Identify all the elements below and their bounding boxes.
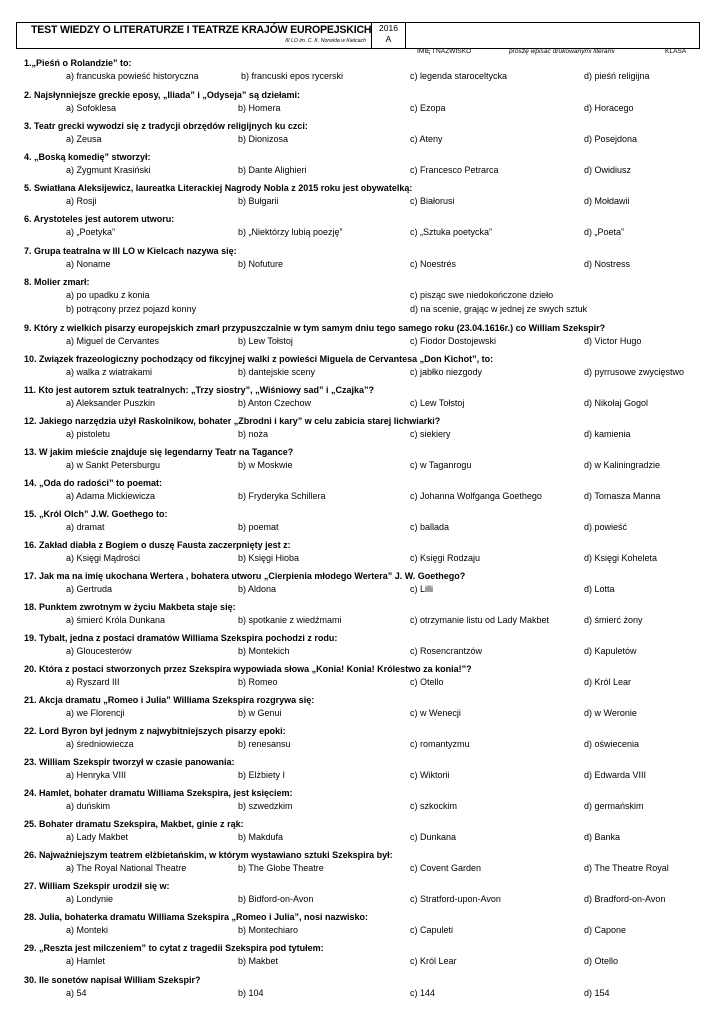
- answer-option-c[interactable]: c) otrzymanie listu od Lady Makbet: [410, 615, 550, 625]
- answer-option-a[interactable]: a) „Poetyka”: [66, 227, 116, 237]
- question-text: 14. „Oda do radości” to poemat:: [24, 478, 163, 488]
- question-text: 2. Najsłynniejsze greckie eposy, „Iliada” i „Odyseja” są dziełami:: [24, 90, 300, 100]
- question-item: [24, 819, 724, 850]
- answer-option-c[interactable]: c) ballada: [410, 522, 450, 532]
- name-label: IMIĘ I NAZWISKO: [417, 48, 472, 55]
- answer-option-b[interactable]: b) dantejskie sceny: [238, 367, 316, 377]
- answer-option-b[interactable]: b) renesansu: [238, 739, 291, 749]
- answer-option-b[interactable]: b) Romeo: [238, 677, 278, 687]
- question-item: [24, 447, 724, 478]
- answer-option-b[interactable]: b) Księgi Hioba: [238, 553, 300, 563]
- question-item: [24, 664, 724, 695]
- answer-option-c[interactable]: c) Covent Garden: [410, 863, 482, 873]
- answer-option-a[interactable]: a) Ryszard III: [66, 677, 120, 687]
- answer-option-a[interactable]: a) Gloucesterów: [66, 646, 132, 656]
- answer-option-c[interactable]: c) Król Lear: [410, 956, 457, 966]
- answer-option-b[interactable]: b) Makdufa: [238, 832, 284, 842]
- answer-option-b[interactable]: b) Bułgarii: [238, 196, 279, 206]
- question-text: 16. Zakład diabła z Bogiem o duszę Fausta zaczerpnięty jest z:: [24, 540, 291, 550]
- answer-option-b[interactable]: b) The Globe Theatre: [238, 863, 324, 873]
- question-item: [24, 509, 724, 540]
- answer-option-d[interactable]: d) pyrrusowe zwycięstwo: [584, 367, 685, 377]
- answer-option-c[interactable]: c) Noestrés: [410, 259, 457, 269]
- answer-option-b[interactable]: b) noża: [238, 429, 269, 439]
- answer-option-a[interactable]: a) walka z wiatrakami: [66, 367, 153, 377]
- answer-option-c[interactable]: c) szkockim: [410, 801, 457, 811]
- answer-option-c[interactable]: c) Francesco Petrarca: [410, 165, 499, 175]
- answer-option-d[interactable]: d) „Poeta”: [584, 227, 625, 237]
- answer-option-d[interactable]: d) śmierć żony: [584, 615, 643, 625]
- answer-option-b[interactable]: b) Anton Czechow: [238, 398, 312, 408]
- answer-option-c[interactable]: c) romantyzmu: [410, 739, 470, 749]
- answer-option-b[interactable]: b) Dante Alighieri: [238, 165, 307, 175]
- question-item: [24, 540, 724, 571]
- answer-option-a[interactable]: a) The Royal National Theatre: [66, 863, 187, 873]
- question-item: [24, 602, 724, 633]
- answer-option-c[interactable]: c) Fiodor Dostojewski: [410, 336, 497, 346]
- answer-option-b[interactable]: b) Nofuture: [238, 259, 284, 269]
- answer-option-a[interactable]: a) Zygmunt Krasiński: [66, 165, 151, 175]
- answer-option-d[interactable]: d) Tomasza Manna: [584, 491, 661, 501]
- answer-option-b[interactable]: b) Dionizosa: [238, 134, 289, 144]
- school-name: III LO im. C. K. Norwida w Kielcach: [285, 38, 366, 44]
- answer-option-a[interactable]: a) 54: [66, 988, 87, 998]
- question-text: 29. „Reszta jest milczeniem” to cytat z tragedii Szekspira pod tytułem:: [24, 943, 324, 953]
- question-item: [24, 323, 724, 354]
- answer-option-d[interactable]: d) Księgi Koheleta: [584, 553, 658, 563]
- answer-option-a[interactable]: a) Gertruda: [66, 584, 113, 594]
- answer-option-a[interactable]: a) Księgi Mądrości: [66, 553, 141, 563]
- answer-option-a[interactable]: a) Miguel de Cervantes: [66, 336, 160, 346]
- question-item: [24, 478, 724, 509]
- question-item: [24, 912, 724, 943]
- question-text: 24. Hamlet, bohater dramatu Williama Szekspira, jest księciem:: [24, 788, 293, 798]
- question-item: [24, 277, 724, 324]
- question-item: [24, 726, 724, 757]
- answer-option-a[interactable]: a) dramat: [66, 522, 105, 532]
- question-text: 9. Który z wielkich pisarzy europejskich zmarł przypuszczalnie w tym samym dniu tego samego roku (23.04.1616r.) co William Szekspir?: [24, 323, 606, 333]
- answer-option-a[interactable]: a) francuska powieść historyczna: [66, 71, 199, 81]
- question-text: 26. Najważniejszym teatrem elżbietańskim, w którym wystawiano sztuki Szekspira był:: [24, 850, 393, 860]
- answer-option-b[interactable]: b) Homera: [238, 103, 281, 113]
- question-text: 21. Akcja dramatu „Romeo i Julia” Williama Szekspira rozgrywa się:: [24, 695, 315, 705]
- answer-option-d[interactable]: d) kamienia: [584, 429, 631, 439]
- question-text: 25. Bohater dramatu Szekspira, Makbet, ginie z rąk:: [24, 819, 244, 829]
- answer-option-b[interactable]: b) potrącony przez pojazd konny: [66, 304, 197, 314]
- answer-option-d[interactable]: d) Mołdawii: [584, 196, 630, 206]
- answer-option-b[interactable]: b) Aldona: [238, 584, 277, 594]
- answer-option-d[interactable]: d) powieść: [584, 522, 628, 532]
- answer-option-c[interactable]: c) Wiktorii: [410, 770, 450, 780]
- question-item: [24, 850, 724, 881]
- question-text: 23. William Szekspir tworzył w czasie panowania:: [24, 757, 235, 767]
- answer-option-c[interactable]: c) Stratford-upon-Avon: [410, 894, 501, 904]
- answer-option-d[interactable]: d) germańskim: [584, 801, 644, 811]
- answer-option-c[interactable]: c) Lew Tołstoj: [410, 398, 465, 408]
- answer-option-a[interactable]: a) Zeusa: [66, 134, 102, 144]
- answer-option-b[interactable]: b) poemat: [238, 522, 279, 532]
- question-item: [24, 385, 724, 416]
- question-item: [24, 246, 724, 277]
- title-cell: [17, 23, 370, 48]
- answer-option-b[interactable]: b) w Moskwie: [238, 460, 293, 470]
- answer-option-d[interactable]: d) Król Lear: [584, 677, 632, 687]
- answer-option-b[interactable]: b) Fryderyka Schillera: [238, 491, 326, 501]
- answer-option-c[interactable]: c) Johanna Wolfganga Goethego: [410, 491, 542, 501]
- answer-option-d[interactable]: d) oświecenia: [584, 739, 640, 749]
- answer-option-b[interactable]: b) w Genui: [238, 708, 282, 718]
- answer-option-d[interactable]: d) Lotta: [584, 584, 615, 594]
- question-text: 28. Julia, bohaterka dramatu Williama Szekspira „Romeo i Julia”, nosi nazwisko:: [24, 912, 369, 922]
- answer-option-a[interactable]: a) średniowiecza: [66, 739, 134, 749]
- question-item: [24, 416, 724, 447]
- answer-option-d[interactable]: d) Edwarda VIII: [584, 770, 647, 780]
- question-item: [24, 354, 724, 385]
- question-item: [24, 788, 724, 819]
- answer-option-c[interactable]: c) w Wenecji: [410, 708, 461, 718]
- name-field[interactable]: [405, 23, 699, 48]
- answer-option-a[interactable]: a) pistoletu: [66, 429, 111, 439]
- answer-option-c[interactable]: c) siekiery: [410, 429, 451, 439]
- question-text: 13. W jakim mieście znajduje się legendarny Teatr na Tagance?: [24, 447, 294, 457]
- answer-option-a[interactable]: a) w Sankt Petersburgu: [66, 460, 161, 470]
- answer-option-b[interactable]: b) francuski epos rycerski: [241, 71, 344, 81]
- answer-option-c[interactable]: c) w Taganrogu: [410, 460, 472, 470]
- question-text: 7. Grupa teatralna w III LO w Kielcach nazywa się:: [24, 246, 237, 256]
- answer-option-d[interactable]: d) Nostress: [584, 259, 631, 269]
- answer-option-d[interactable]: d) The Theatre Royal: [584, 863, 669, 873]
- answer-option-a[interactable]: a) Aleksander Puszkin: [66, 398, 156, 408]
- test-header-box: [16, 22, 700, 49]
- answer-option-c[interactable]: c) Ezopa: [410, 103, 446, 113]
- answer-option-b[interactable]: b) spotkanie z wiedźmami: [238, 615, 342, 625]
- question-text: 8. Molier zmarł:: [24, 277, 90, 287]
- answer-option-c[interactable]: c) Rosencrantzów: [410, 646, 483, 656]
- question-text: 5. Swiatłana Aleksijewicz, laureatka Literackiej Nagrody Nobla z 2015 roku jest obywatelką:: [24, 183, 413, 193]
- answer-option-a[interactable]: a) Lady Makbet: [66, 832, 129, 842]
- answer-option-b[interactable]: b) Makbet: [238, 956, 279, 966]
- answer-option-a[interactable]: a) po upadku z konia: [66, 290, 150, 300]
- answer-option-a[interactable]: a) Noname: [66, 259, 111, 269]
- answer-option-d[interactable]: d) w Kaliningradzie: [584, 460, 661, 470]
- answer-option-a[interactable]: a) Sofoklesa: [66, 103, 117, 113]
- question-item: [24, 58, 724, 89]
- answer-option-c[interactable]: c) jabłko niezgody: [410, 367, 483, 377]
- answer-option-a[interactable]: a) Rosji: [66, 196, 97, 206]
- answer-option-b[interactable]: b) Montechiaro: [238, 925, 299, 935]
- test-title: TEST WIEDZY O LITERATURZE I TEATRZE KRAJÓW EUROPEJSKICH: [31, 24, 372, 36]
- question-text: 10. Związek frazeologiczny pochodzący od fikcyjnej walki z powieści Miguela de Cervantesa „Don Kichot”, to:: [24, 354, 494, 364]
- question-item: [24, 975, 724, 1006]
- answer-option-c[interactable]: c) Otello: [410, 677, 444, 687]
- answer-option-a[interactable]: a) Hamlet: [66, 956, 106, 966]
- answer-option-c[interactable]: c) Dunkana: [410, 832, 457, 842]
- name-hint: proszę wpisać drukowanymi literami: [509, 48, 615, 55]
- question-item: [24, 881, 724, 912]
- answer-option-c[interactable]: c) legenda staroceltycka: [410, 71, 508, 81]
- answer-option-a[interactable]: a) duńskim: [66, 801, 111, 811]
- answer-option-c[interactable]: c) Capuleti: [410, 925, 454, 935]
- question-item: [24, 571, 724, 602]
- answer-option-b[interactable]: b) 104: [238, 988, 264, 998]
- answer-option-a[interactable]: a) Londynie: [66, 894, 114, 904]
- question-text: 15. „Król Olch” J.W. Goethego to:: [24, 509, 168, 519]
- answer-option-c[interactable]: c) pisząc swe niedokończone dzieło: [410, 290, 554, 300]
- answer-option-b[interactable]: b) Bidford-on-Avon: [238, 894, 314, 904]
- question-item: [24, 152, 724, 183]
- year-variant-cell: [371, 23, 406, 48]
- question-item: [24, 943, 724, 974]
- answer-option-c[interactable]: c) Lilli: [410, 584, 434, 594]
- question-text: 19. Tybalt, jedna z postaci dramatów Williama Szekspira pochodzi z rodu:: [24, 633, 338, 643]
- class-label: KLASA: [665, 48, 687, 55]
- answer-option-b[interactable]: b) Lew Tołstoj: [238, 336, 293, 346]
- question-item: [24, 695, 724, 726]
- answer-option-d[interactable]: d) Bradford-on-Avon: [584, 894, 666, 904]
- answer-option-c[interactable]: c) Białorusi: [410, 196, 455, 206]
- question-text: 4. „Boską komedię” stworzył:: [24, 152, 151, 162]
- answer-option-d[interactable]: d) w Weronie: [584, 708, 637, 718]
- question-text: 27. William Szekspir urodził się w:: [24, 881, 170, 891]
- answer-option-d[interactable]: d) Banka: [584, 832, 621, 842]
- answer-option-b[interactable]: b) Elżbiety I: [238, 770, 286, 780]
- question-item: [24, 757, 724, 788]
- variant: A: [385, 34, 392, 44]
- answer-option-c[interactable]: c) 144: [410, 988, 436, 998]
- question-text: 18. Punktem zwrotnym w życiu Makbeta staje się:: [24, 602, 236, 612]
- answer-option-d[interactable]: d) Horacego: [584, 103, 634, 113]
- question-text: 12. Jakiego narzędzia użył Raskolnikow, bohater „Zbrodni i kary” w celu zabicia starej lichwiarki?: [24, 416, 441, 426]
- answer-option-c[interactable]: c) Ateny: [410, 134, 443, 144]
- answer-option-a[interactable]: a) we Florencji: [66, 708, 125, 718]
- answer-option-b[interactable]: b) Montekich: [238, 646, 290, 656]
- question-text: 6. Arystoteles jest autorem utworu:: [24, 214, 175, 224]
- answer-option-d[interactable]: d) 154: [584, 988, 610, 998]
- question-item: [24, 183, 724, 214]
- question-item: [24, 633, 724, 664]
- question-text: 3. Teatr grecki wywodzi się z tradycji obrzędów religijnych ku czci:: [24, 121, 308, 131]
- answer-option-d[interactable]: d) Victor Hugo: [584, 336, 642, 346]
- answer-option-c[interactable]: c) „Sztuka poetycka”: [410, 227, 493, 237]
- question-item: [24, 121, 724, 152]
- answer-option-a[interactable]: a) Henryka VIII: [66, 770, 127, 780]
- answer-option-d[interactable]: d) Nikołaj Gogol: [584, 398, 649, 408]
- question-item: [24, 90, 724, 121]
- question-text: 20. Która z postaci stworzonych przez Szekspira wypowiada słowa „Konia! Konia! Królestwo za konia!”?: [24, 664, 472, 674]
- answer-option-b[interactable]: b) „Niektórzy lubią poezję”: [238, 227, 343, 237]
- answer-option-d[interactable]: d) Kapuletów: [584, 646, 637, 656]
- answer-option-d[interactable]: d) na scenie, grając w jednej ze swych sztuk: [410, 304, 588, 314]
- question-text: 22. Lord Byron był jednym z najwybitniejszych pisarzy epoki:: [24, 726, 286, 736]
- question-text: 1.„Pieśń o Rolandzie” to:: [24, 58, 132, 68]
- answer-option-d[interactable]: d) Capone: [584, 925, 627, 935]
- question-item: [24, 214, 724, 245]
- answer-option-a[interactable]: a) śmierć Króla Dunkana: [66, 615, 166, 625]
- question-text: 30. Ile sonetów napisał William Szekspir?: [24, 975, 201, 985]
- answer-option-d[interactable]: d) pieśń religijna: [584, 71, 650, 81]
- answer-option-a[interactable]: a) Monteki: [66, 925, 109, 935]
- question-text: 11. Kto jest autorem sztuk teatralnych: „Trzy siostry”, „Wiśniowy sad” i „Czajka”?: [24, 385, 375, 395]
- answer-option-d[interactable]: d) Posejdona: [584, 134, 638, 144]
- question-text: 17. Jak ma na imię ukochana Wertera , bohatera utworu „Cierpienia młodego Wertera” J. W. Goethego?: [24, 571, 466, 581]
- year: 2016: [379, 23, 398, 33]
- answer-option-d[interactable]: d) Owidiusz: [584, 165, 632, 175]
- answer-option-b[interactable]: b) szwedzkim: [238, 801, 293, 811]
- answer-option-c[interactable]: c) Księgi Rodzaju: [410, 553, 481, 563]
- answer-option-a[interactable]: a) Adama Mickiewicza: [66, 491, 156, 501]
- answer-option-d[interactable]: d) Otello: [584, 956, 619, 966]
